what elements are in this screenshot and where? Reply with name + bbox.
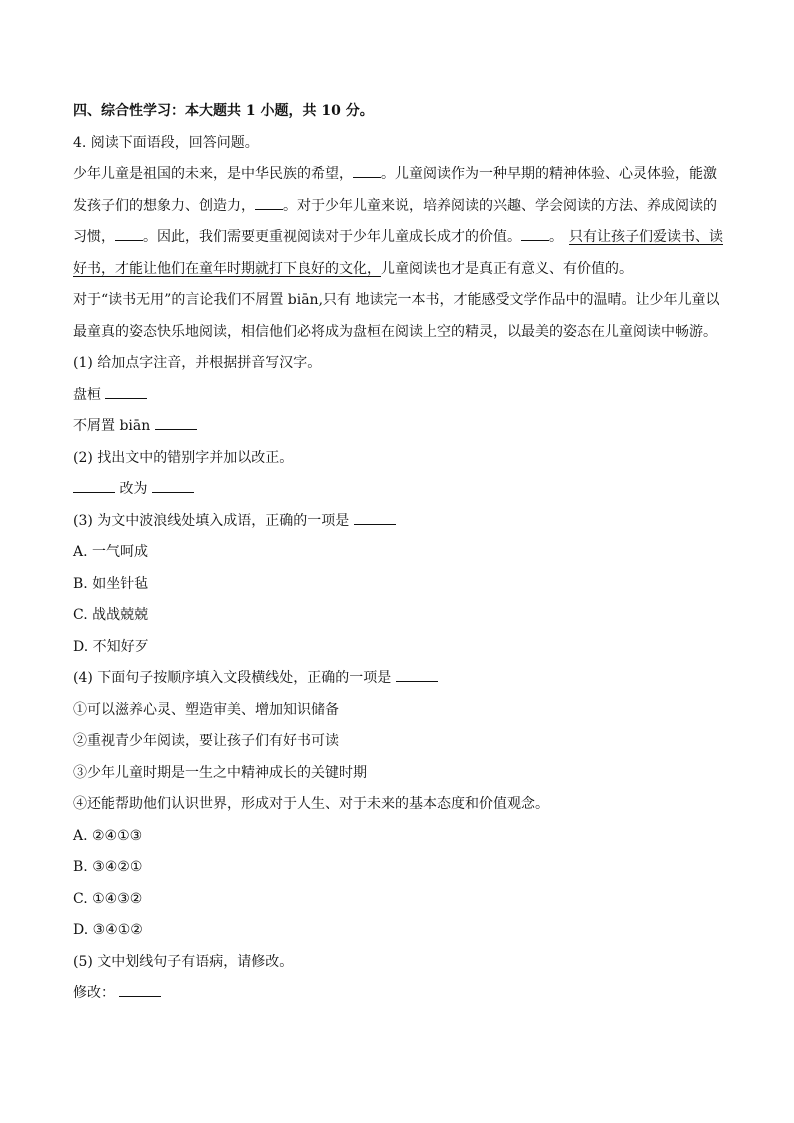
sub4-prompt-text: (4) 下面句子按顺序填入文段横线处，正确的一项是 [73, 670, 392, 686]
sub4-prompt [73, 663, 723, 695]
answer-blank[interactable] [73, 476, 115, 493]
sub4-sentence-2: ②重视青少年阅读，要让孩子们有好书可读 [73, 733, 339, 749]
sub1-item-1 [73, 380, 723, 412]
fill-blank-1[interactable] [353, 161, 381, 178]
passage-text: 。对于少年儿童来说，培养阅读的兴趣、学会阅读的方法、养成阅读的习惯， [73, 197, 717, 245]
question-title: 4. 阅读下面语段，回答问题。 [73, 134, 259, 151]
sub2-answer-row [73, 474, 723, 506]
sub4-sentence-3: ③少年儿童时期是一生之中精神成长的关键时期 [73, 764, 367, 781]
sub5-answer-row [73, 978, 723, 1010]
sub4-option-c[interactable]: C. ①④③② [73, 890, 143, 907]
answer-blank[interactable] [152, 476, 194, 493]
sub1-prompt: (1) 给加点字注音，并根据拼音写汉字。 [73, 355, 322, 371]
sub3-option-a[interactable]: A. 一气呵成 [73, 544, 149, 560]
sub1-item-2-label: 不屑置 biān [73, 418, 151, 434]
sub3-option-b[interactable]: B. 如坐针毡 [73, 575, 149, 592]
passage-text: 。 [549, 229, 563, 245]
passage-text: 儿童阅读也才是真正有意义、有价值的。 [381, 260, 633, 277]
exam-page [73, 96, 723, 1010]
sub4-option-d[interactable]: D. ③④①② [73, 922, 143, 938]
sub1-item-2 [73, 411, 723, 443]
sub3-prompt-text: (3) 为文中波浪线处填入成语，正确的一项是 [73, 512, 350, 529]
sub1-item-1-label: 盘桓 [73, 386, 101, 403]
fill-blank-4[interactable] [521, 224, 549, 241]
passage-text: 少年儿童是祖国的未来，是中华民族的希望， [73, 166, 353, 182]
passage-paragraph-1 [73, 159, 723, 285]
sub4-sentence-4: ④还能帮助他们认识世界，形成对于人生、对于未来的基本态度和价值观念。 [73, 796, 549, 812]
sub3-prompt [73, 506, 723, 538]
sub2-connector: 改为 [119, 481, 148, 497]
answer-blank[interactable] [105, 382, 147, 399]
sub5-answer-label: 修改： [73, 985, 115, 1001]
answer-blank[interactable] [396, 665, 438, 682]
section-heading: 四、综合性学习：本大题共 1 小题，共 10 分。 [73, 103, 374, 119]
fill-blank-2[interactable] [255, 193, 283, 210]
sub3-option-c[interactable]: C. 战战兢兢 [73, 607, 149, 623]
sub3-option-d[interactable]: D. 不知好歹 [73, 638, 149, 655]
sub4-option-a[interactable]: A. ②④①③ [73, 827, 143, 844]
passage-paragraph-2: 对于“读书无用”的言论我们不屑置 biān,只有 地读完一本书，才能感受文学作品中的温晴。让少年儿童以最童真的姿态快乐地阅读，相信他们必将成为盘桓在阅读上空的精灵，以最美的姿态在儿童阅读中畅游。 [73, 292, 720, 340]
answer-blank[interactable] [155, 413, 197, 430]
passage-text: 。儿童阅读作为一种早期的精神体验、心灵体验，能激发孩子们的想象力、创造力， [73, 166, 717, 214]
answer-blank[interactable] [119, 980, 161, 997]
fill-blank-3[interactable] [115, 224, 143, 241]
sub4-option-b[interactable]: B. ③④②① [73, 859, 143, 875]
underlined-sentence: 只有让孩子们爱读书、读好书，才能让他们在童年时期就打下良好的文化， [73, 229, 723, 277]
sub2-prompt: (2) 找出文中的错别字并加以改正。 [73, 449, 294, 466]
sub4-sentence-1: ①可以滋养心灵、塑造审美、增加知识储备 [73, 701, 339, 718]
answer-blank[interactable] [354, 508, 396, 525]
sub5-prompt: (5) 文中划线句子有语病，请修改。 [73, 953, 294, 970]
passage-text: 。因此，我们需要更重视阅读对于少年儿童成长成才的价值。 [143, 229, 521, 245]
